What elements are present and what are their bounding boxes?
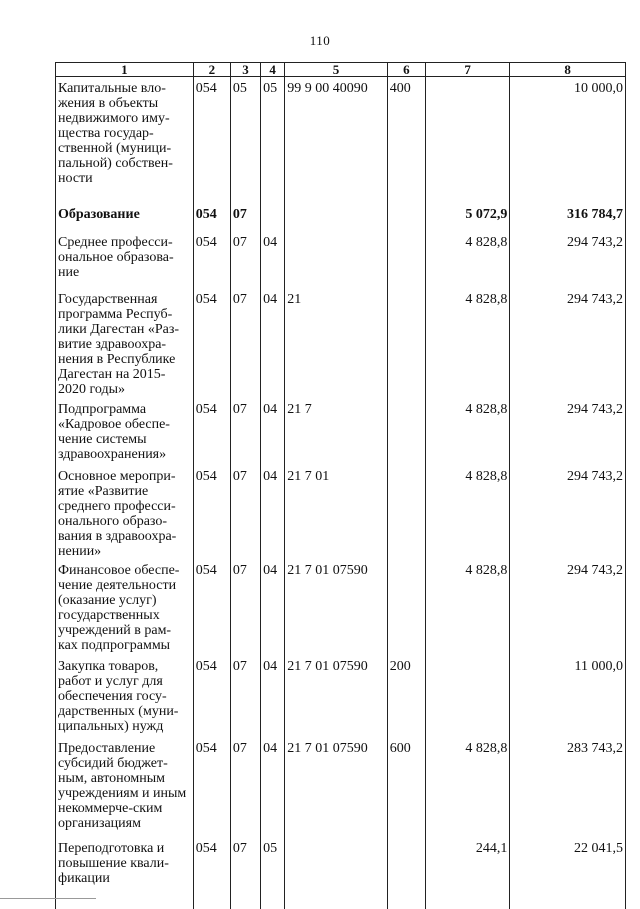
cell-code-type xyxy=(387,465,425,559)
cell-code-target: 21 7 01 xyxy=(285,465,388,559)
cell-amount-1: 4 828,8 xyxy=(425,231,509,288)
cell-amount-2: 22 041,5 xyxy=(510,837,626,909)
cell-code-section: 07 xyxy=(230,559,260,655)
cell-amount-1: 244,1 xyxy=(425,837,509,909)
cell-code-main: 054 xyxy=(193,203,230,231)
cell-code-section: 07 xyxy=(230,288,260,398)
budget-table xyxy=(55,62,626,909)
cell-code-section: 07 xyxy=(230,837,260,909)
cell-code-type: 200 xyxy=(387,655,425,737)
cell-amount-1: 4 828,8 xyxy=(425,398,509,465)
cell-amount-2: 294 743,2 xyxy=(510,559,626,655)
header-col-1: 1 xyxy=(56,63,194,77)
cell-code-target: 99 9 00 40090 xyxy=(285,77,388,204)
cell-amount-1: 4 828,8 xyxy=(425,559,509,655)
cell-code-main: 054 xyxy=(193,655,230,737)
table-row xyxy=(56,288,626,398)
bottom-rule xyxy=(0,898,96,899)
header-col-7: 7 xyxy=(425,63,509,77)
cell-code-section: 07 xyxy=(230,737,260,837)
cell-code-type xyxy=(387,203,425,231)
cell-code-subsection: 04 xyxy=(261,655,285,737)
cell-amount-1 xyxy=(425,655,509,737)
cell-item-name: Основное меропри-ятие «Развитие среднего професси-онального образо-вания в здравоохра-нении» xyxy=(56,465,194,559)
cell-code-subsection: 04 xyxy=(261,465,285,559)
cell-amount-2: 294 743,2 xyxy=(510,465,626,559)
cell-code-target xyxy=(285,231,388,288)
table-row xyxy=(56,559,626,655)
cell-code-main: 054 xyxy=(193,288,230,398)
table-row xyxy=(56,737,626,837)
cell-code-subsection: 05 xyxy=(261,837,285,909)
cell-code-type xyxy=(387,559,425,655)
header-col-8: 8 xyxy=(510,63,626,77)
cell-code-main: 054 xyxy=(193,559,230,655)
cell-code-target: 21 7 01 07590 xyxy=(285,655,388,737)
header-col-5: 5 xyxy=(285,63,388,77)
cell-code-subsection xyxy=(261,203,285,231)
cell-amount-2: 316 784,7 xyxy=(510,203,626,231)
cell-amount-1: 4 828,8 xyxy=(425,737,509,837)
cell-code-section: 07 xyxy=(230,203,260,231)
cell-item-name: Подпрограмма «Кадровое обеспе-чение системы здравоохранения» xyxy=(56,398,194,465)
cell-item-name: Среднее професси-ональное образова-ние xyxy=(56,231,194,288)
cell-code-main: 054 xyxy=(193,837,230,909)
table-row xyxy=(56,465,626,559)
cell-item-name: Финансовое обеспе-чение деятельности (оказание услуг) государственных учреждений в рам-ках подпрограммы xyxy=(56,559,194,655)
cell-code-section: 07 xyxy=(230,655,260,737)
cell-code-main: 054 xyxy=(193,77,230,204)
cell-code-subsection: 04 xyxy=(261,398,285,465)
cell-amount-2: 283 743,2 xyxy=(510,737,626,837)
cell-code-section: 07 xyxy=(230,465,260,559)
cell-code-subsection: 04 xyxy=(261,559,285,655)
cell-item-name: Государственная программа Респуб-лики Дагестан «Раз-витие здравоохра-нения в Республике Дагестан на 2015-2020 годы» xyxy=(56,288,194,398)
cell-code-subsection: 04 xyxy=(261,231,285,288)
cell-code-target: 21 7 xyxy=(285,398,388,465)
cell-amount-2: 294 743,2 xyxy=(510,398,626,465)
cell-code-main: 054 xyxy=(193,737,230,837)
header-row xyxy=(56,63,626,77)
cell-code-type xyxy=(387,398,425,465)
cell-item-name: Образование xyxy=(56,203,194,231)
cell-code-type xyxy=(387,231,425,288)
table-row xyxy=(56,837,626,909)
header-col-2: 2 xyxy=(193,63,230,77)
cell-code-section: 07 xyxy=(230,398,260,465)
cell-code-target: 21 xyxy=(285,288,388,398)
cell-amount-1: 4 828,8 xyxy=(425,288,509,398)
cell-code-target: 21 7 01 07590 xyxy=(285,737,388,837)
cell-amount-2: 10 000,0 xyxy=(510,77,626,204)
header-col-6: 6 xyxy=(387,63,425,77)
cell-code-type: 600 xyxy=(387,737,425,837)
cell-code-section: 07 xyxy=(230,231,260,288)
table-row xyxy=(56,203,626,231)
cell-amount-2: 294 743,2 xyxy=(510,231,626,288)
cell-code-section: 05 xyxy=(230,77,260,204)
cell-code-subsection: 05 xyxy=(261,77,285,204)
cell-code-main: 054 xyxy=(193,398,230,465)
cell-item-name: Переподготовка и повышение квали-фикации xyxy=(56,837,194,909)
table-row xyxy=(56,655,626,737)
cell-code-type xyxy=(387,288,425,398)
header-col-4: 4 xyxy=(261,63,285,77)
page-number: 110 xyxy=(309,33,331,48)
cell-code-main: 054 xyxy=(193,231,230,288)
table-row xyxy=(56,398,626,465)
cell-amount-1 xyxy=(425,77,509,204)
table-row xyxy=(56,77,626,204)
cell-amount-2: 11 000,0 xyxy=(510,655,626,737)
table-row xyxy=(56,231,626,288)
cell-code-subsection: 04 xyxy=(261,737,285,837)
cell-code-type: 400 xyxy=(387,77,425,204)
cell-amount-2: 294 743,2 xyxy=(510,288,626,398)
cell-code-subsection: 04 xyxy=(261,288,285,398)
cell-code-target: 21 7 01 07590 xyxy=(285,559,388,655)
cell-code-main: 054 xyxy=(193,465,230,559)
cell-amount-1: 4 828,8 xyxy=(425,465,509,559)
cell-code-type xyxy=(387,837,425,909)
cell-code-target xyxy=(285,837,388,909)
cell-item-name: Предоставление субсидий бюджет-ным, автономным учреждениям и иным некоммерче-ским организациям xyxy=(56,737,194,837)
cell-code-target xyxy=(285,203,388,231)
header-col-3: 3 xyxy=(230,63,260,77)
cell-amount-1: 5 072,9 xyxy=(425,203,509,231)
cell-item-name: Закупка товаров, работ и услуг для обеспечения госу-дарственных (муни-ципальных) нужд xyxy=(56,655,194,737)
cell-item-name: Капитальные вло-жения в объекты недвижимого иму-щества государ-ственной (муници-пальной) собствен-ности xyxy=(56,77,194,204)
